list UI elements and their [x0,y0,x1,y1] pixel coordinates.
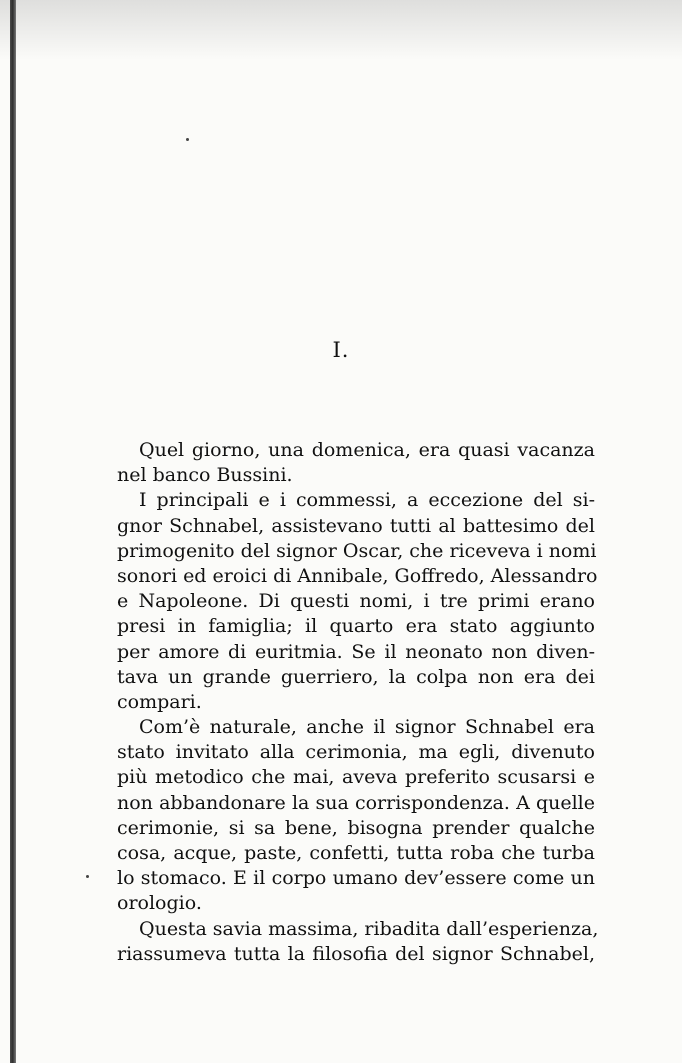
text-line: riassumeva tutta la filosofia del signor Schnabel, [117,942,595,965]
text-line: Questa savia massima, ribadita dall’esperienza, [139,917,599,940]
text-line: tava un grande guerriero, la colpa non era dei [117,665,595,688]
text-line: compari. [117,690,202,713]
text-line: per amore di euritmia. Se il neonato non diven- [117,640,595,663]
chapter-heading: I. [332,338,350,362]
text-line: primogenito del signor Oscar, che riceveva i nomi [117,539,597,562]
text-line: e Napoleone. Di questi nomi, i tre primi erano [117,590,595,613]
text-line: gnor Schnabel, assistevano tutti al battesimo del [117,514,595,537]
text-line: cosa, acque, paste, confetti, tutta roba che turba [117,842,595,864]
paper-speck [186,138,189,141]
text-line: stato invitato alla cerimonia, ma egli, divenuto [117,741,595,764]
text-line: nel banco Bussini. [117,464,293,487]
text-line: presi in famiglia; il quarto era stato aggiunto [117,615,595,638]
text-line: Quel giorno, una domenica, era quasi vacanza [139,439,595,461]
page-top-shadow [0,0,682,60]
text-line: più metodico che mai, aveva preferito scusarsi e [117,766,595,789]
text-line: I principali e i commessi, a eccezione del si- [139,489,595,512]
text-line: cerimonie, si sa bene, bisogna prender qualche [117,816,595,839]
body-text [117,438,599,967]
paper-speck [86,875,89,878]
book-binding-edge [10,0,16,1063]
text-line: lo stomaco. E il corpo umano dev’essere come un [117,867,595,890]
text-line: Com’è naturale, anche il signor Schnabel era [139,716,595,739]
text-line: sonori ed eroici di Annibale, Goffredo, Alessandro [117,564,598,587]
text-line: orologio. [117,892,202,915]
text-line: non abbandonare la sua corrispondenza. A quelle [117,791,595,814]
